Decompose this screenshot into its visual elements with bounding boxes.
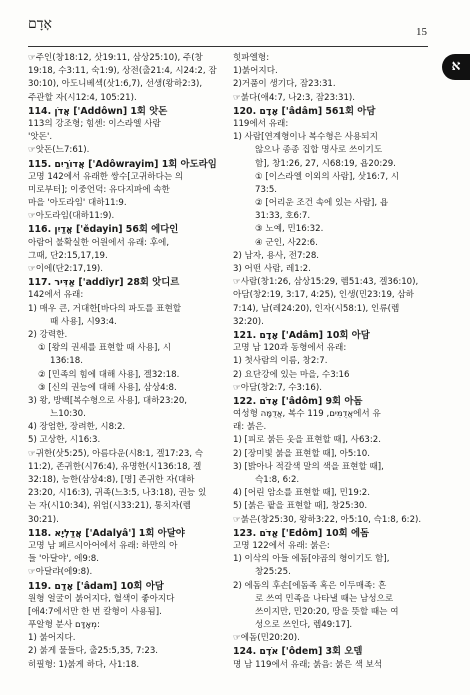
text-line: ① [왕의 권세를 표현할 때 사용], 시 <box>38 343 172 354</box>
text-line: ☞붉다(애4:7, 나2:3, 잠23:31). <box>233 92 356 103</box>
text-line: 고명 122에서 유래: 붉은: <box>233 540 330 551</box>
text-line: ☞아도라임(대하11:9). <box>28 211 115 222</box>
text-line: 함], 창1:26, 27, 시68:19, 욥20:29. <box>255 158 396 169</box>
text-line: ☞사람(창1:26, 삼상15:29, 렘51:43, 겔36:10), <box>233 277 419 288</box>
text-line: 쓰이지만, 민20:20, 땅을 뜻할 때는 여 <box>255 606 399 617</box>
text-line: ☞붉은(창25:30, 왕하3:22, 아5:10, 슥1:8, 6:2). <box>233 514 422 525</box>
text-line: 136:18. <box>50 356 83 367</box>
text-line: 32:18), 능한(삼상4:8), [명] 존귀한 자(대하 <box>28 475 195 485</box>
text-line: 4) 장엄한, 장려한, 시8:2. <box>28 422 126 433</box>
text-line: 1) 매우 큰, 거대한[바다의 파도를 표현할 <box>28 303 182 314</box>
text-line: 명 남 119에서 유래; 붉음: 붉은 색 보석 <box>233 659 383 670</box>
text-line: 1) 첫사람의 이름, 창2:7. <box>233 356 328 367</box>
text-line: 창25:25. <box>255 567 291 578</box>
text-line: 고명 142에서 유래한 쌍수[고귀하다는 의 <box>28 171 184 182</box>
text-line: 때 사용], 시93:4. <box>50 316 117 327</box>
entry-heading: 121. אָדָם ['Adâm] 10회 아담 <box>233 329 370 341</box>
text-line: 래: 붉은. <box>233 422 267 433</box>
text-line: 1) 이삭의 아들 에돔[야곱의 형이기도 함], <box>233 554 390 565</box>
text-line: 2) 붉게 물들다, 출25:5,35, 7:23. <box>28 646 159 657</box>
entry-heading: 115. אֲדוֹרַיִם ['Adôwrayim] 1회 아도라임 <box>28 158 217 170</box>
text-line: [애4:7에서만 한 번 칼형이 사용됨]. <box>28 606 162 617</box>
text-line: 3) [밝아나 적갈색 말의 색을 표현할 때], <box>233 461 384 472</box>
entry-heading: 122. אָדֹם ['âdôm] 9회 아돔 <box>233 395 363 407</box>
entry-heading: 119. אָדַם ['âdam] 10회 아담 <box>28 580 164 592</box>
text-line: 히필형: 1)붉게 하다, 사1:18. <box>28 659 140 670</box>
text-line: 32:20). <box>233 316 264 327</box>
text-line: 느10:30. <box>50 409 86 420</box>
text-line: 2)거품이 생기다, 잠23:31. <box>233 79 336 90</box>
text-line: 5) 고상한, 시16:3. <box>28 435 101 446</box>
text-line: 아담(창2:19, 3:17, 4:25), 인생(민23:19, 삼하 <box>233 290 414 301</box>
entry-heading: 118. אֲדַלְיָא ['Adalyâ'] 1회 아달야 <box>28 527 185 539</box>
text-line: ☞아달랴(에9:8). <box>28 567 93 578</box>
text-line: ② [민족의 힘에 대해 사용], 겔32:18. <box>38 369 180 380</box>
text-line: ③ [신의 권능에 대해 사용], 삼상4:8. <box>38 382 177 393</box>
text-line: 마을 '아도라임' 대하11:9. <box>28 198 127 209</box>
entry-heading: 124. אֹדֶם ['ôdem] 3회 오뎀 <box>233 646 363 658</box>
text-line: 않으나 종종 집합 명사로 쓰이기도 <box>255 145 383 156</box>
text-line: 30:21). <box>28 514 59 525</box>
text-line: 7:14), 남(레24:20), 인자(시58:1), 인류(렘 <box>233 303 400 314</box>
text-line: 는 자(시10:34), 위엄(시33:21), 통치자(렘 <box>28 501 191 512</box>
text-line: 원형 얼굴이 붉어지다, 혈색이 좋아지다 <box>28 593 175 604</box>
header-word: אָדָם <box>28 16 52 32</box>
text-line: ④ 군인, 사22:6. <box>255 237 318 248</box>
text-line: 들 '아달야', 에9:8. <box>28 554 99 565</box>
text-line: 2) 남자, 용사, 전7:28. <box>233 250 320 261</box>
text-line: 4) [어린 암소를 표현할 때], 민19:2. <box>233 488 370 499</box>
text-line: ☞아담(창2:7, 수3:16). <box>233 382 322 393</box>
text-line: 고명 남 페르시아어에서 유래: 하만의 아 <box>28 540 178 551</box>
text-line: ☞귀한(삿5:25), 아름다운(시8:1, 겔17:23, 슥 <box>28 448 204 459</box>
left-column <box>28 52 228 692</box>
right-column <box>233 52 428 692</box>
text-line: 3) 왕, 방백[복수형으로 사용], 대하23:20, <box>28 395 188 406</box>
text-line: 미로부터]; 이중언덕: 유다지파에 속한 <box>28 184 170 195</box>
text-line: 푸알형 분사 מְאָדָּם: <box>28 620 100 631</box>
text-line: ☞이에(단2:17,19). <box>28 264 104 274</box>
text-line: 11:2), 존귀한(시76:4), 유명한(시136:18, 겔 <box>28 461 202 472</box>
text-line: 1) [피로 붉든 옷을 표현할 때], 사63:2. <box>233 435 381 446</box>
text-line: 여성형 אֲדֻמָּה, 복수 אֲדֻמִּים, 119에서 유 <box>233 409 381 420</box>
text-line: 142에서 유래: <box>28 290 84 301</box>
text-line: 2) 에돔의 후손[에돔족 혹은 이두매족: 흔 <box>233 580 387 591</box>
text-line: 23:20, 시16:3), 귀족(느3:5, 나3:18), 권능 있 <box>28 488 207 499</box>
text-line: 주관할 자(시12:4, 105:21). <box>28 92 137 103</box>
header-rule <box>28 46 428 47</box>
text-line: 1) 사람[연계형이나 복수형은 사용되지 <box>233 132 378 143</box>
entry-heading: 116. אֱדַיִן ['ĕdayin] 56회 에다인 <box>28 224 179 236</box>
text-line: 2) 요단강에 있는 마을, 수3:16 <box>233 369 350 380</box>
text-line: 슥1:8, 6:2. <box>255 475 300 485</box>
text-line: '앗돈'. <box>28 132 53 143</box>
entry-heading: 120. אָדָם ['âdâm] 561회 아담 <box>233 105 376 117</box>
text-line: ☞주인(창18:12, 삿19:11, 삼상25:10), 주(창 <box>28 53 203 63</box>
page-number: 15 <box>416 26 427 38</box>
text-line: 1)붉어지다. <box>233 66 278 77</box>
text-line: 5) [붉은 팥을 표현할 때], 창25:30. <box>233 501 368 512</box>
alphabet-thumb-tab: א <box>442 54 470 80</box>
text-line: 30:10), 아도니베섹(삿1:6,7), 선생(왕하2:3), <box>28 79 203 90</box>
text-line: ① [이스라엘 이외의 사람], 삿16:7, 시 <box>255 171 400 182</box>
text-line: 그때, 단2:15,17,19. <box>28 250 108 261</box>
entry-heading: 123. אֱדֹם ['Edôm] 10회 에돔 <box>233 527 370 539</box>
text-line: 73:5. <box>255 184 278 195</box>
text-line: 2) [장미빛 붉을 표현할 때], 아5:10. <box>233 448 370 459</box>
text-line: 아람어 불확실한 어원에서 유래: 후에, <box>28 237 170 248</box>
text-line: 19:18, 수3:11, 숙1:9), 상전(출21:4, 시24:2, 잠 <box>28 66 217 77</box>
text-line: ② [어리운 조건 속에 있는 사람], 욥 <box>255 198 389 209</box>
text-line: 2) 강력한. <box>28 329 68 340</box>
text-line: ☞에돔(민20:20). <box>233 633 300 644</box>
text-line: ③ 노예, 민16:32. <box>255 224 324 235</box>
text-line: 3) 어떤 사람, 레1:2. <box>233 264 311 274</box>
text-line: 31:33, 호6:7. <box>255 211 311 222</box>
text-line: 1) 붉어지다. <box>28 633 76 644</box>
entry-heading: 117. אַדִּיר ['addîyr] 28회 앗디르 <box>28 277 180 289</box>
text-line: 성으로 쓰인다, 렘49:17]. <box>255 620 353 631</box>
text-line: 힛파엘형: <box>233 53 270 63</box>
text-line: 119에서 유래: <box>233 118 289 129</box>
text-line: 113의 강조형; 힘센: 이스라엘 사람 <box>28 118 161 129</box>
entry-heading: 114. אֲדֹן ['Addôwn] 1회 앗돈 <box>28 105 168 117</box>
text-line: 로 쓰여 민족을 나타낼 때는 남성으로 <box>255 593 394 604</box>
text-line: 고명 남 120과 동형에서 유래: <box>233 343 347 354</box>
text-line: ☞앗돈(느7:61). <box>28 145 90 156</box>
